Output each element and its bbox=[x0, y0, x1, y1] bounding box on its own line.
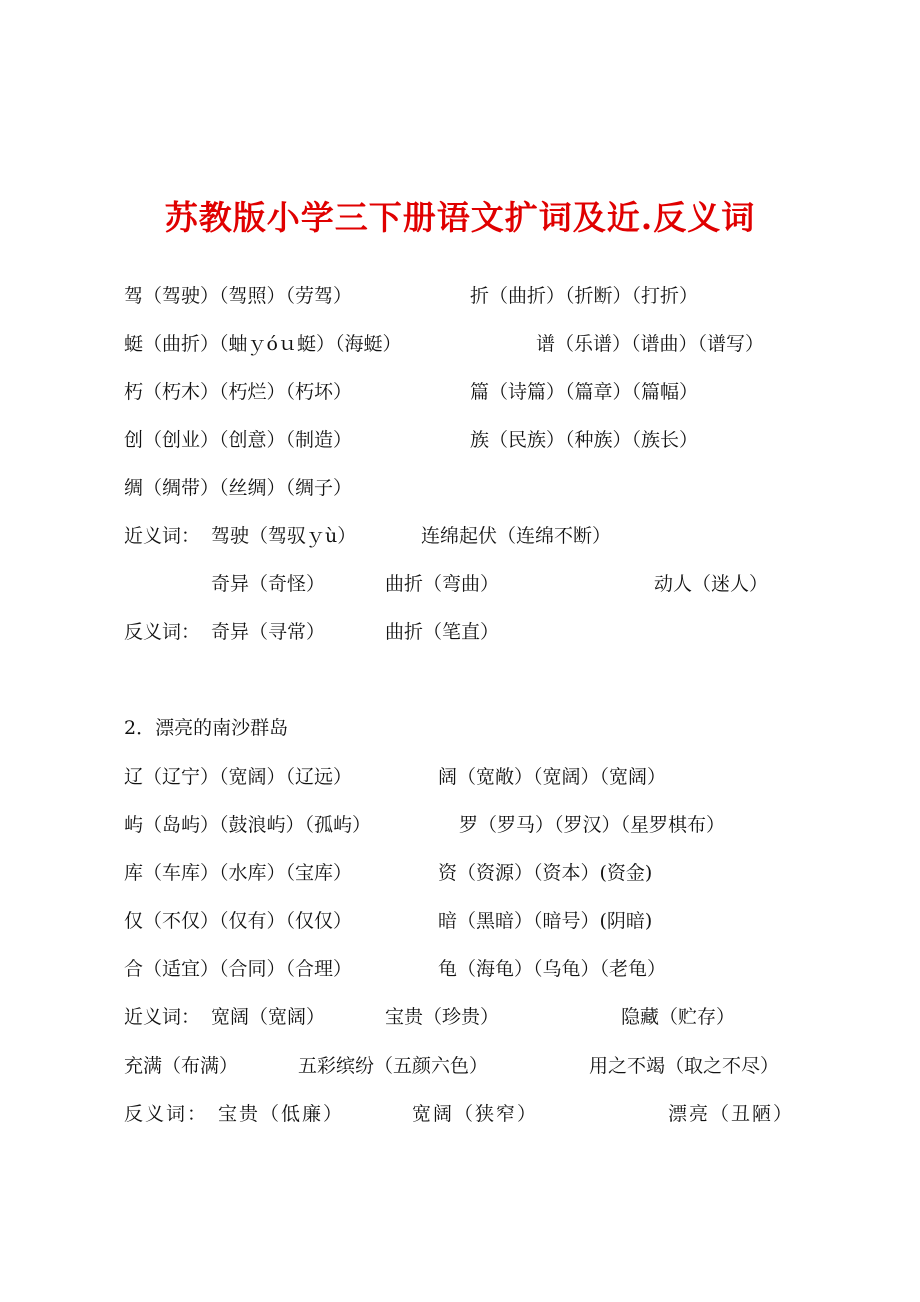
synonym-pair: 隐藏（贮存） bbox=[621, 1006, 736, 1028]
word-row bbox=[124, 377, 824, 407]
synonyms-row bbox=[124, 1051, 824, 1081]
word-row bbox=[124, 906, 824, 936]
synonym-pair: 连绵起伏（连绵不断） bbox=[421, 525, 612, 547]
document-title: 苏教版小学三下册语文扩词及近.反义词 bbox=[164, 198, 756, 237]
word-entry: 合（适宜）（合同）（合理） bbox=[124, 958, 353, 980]
word-entry: 龟（海龟）（乌龟）（老龟） bbox=[438, 958, 667, 980]
section-heading: 2．漂亮的南沙群岛 bbox=[124, 717, 289, 739]
section-heading-row bbox=[124, 713, 824, 743]
synonym-pair: 曲折（弯曲） bbox=[385, 573, 500, 595]
word-entry: 屿（岛屿）（鼓浪屿）（孤屿） bbox=[124, 814, 372, 836]
synonym-pair: 宝贵（珍贵） bbox=[385, 1006, 500, 1028]
word-entry: 绸（绸带）（丝绸）（绸子） bbox=[124, 477, 353, 499]
antonym-pair: 奇异（寻常） bbox=[211, 621, 326, 643]
synonyms-row bbox=[124, 1002, 824, 1032]
synonyms-row bbox=[124, 521, 824, 551]
word-row bbox=[124, 281, 824, 311]
synonym-pair: 用之不竭（取之不尽） bbox=[589, 1055, 780, 1077]
word-row bbox=[124, 473, 824, 503]
word-row bbox=[124, 425, 824, 455]
antonym-pair: 宽阔（狭窄） bbox=[412, 1103, 539, 1125]
word-entry: 创（创业）（创意）（制造） bbox=[124, 429, 353, 451]
synonym-pair: 驾驶（驾驭ｙù） bbox=[211, 525, 357, 547]
word-entry: 驾（驾驶）（驾照）（劳驾） bbox=[124, 285, 353, 307]
antonym-pair: 宝贵（低廉） bbox=[218, 1103, 345, 1125]
antonym-pair: 曲折（笔直） bbox=[385, 621, 500, 643]
synonyms-label: 近义词： bbox=[124, 525, 201, 547]
word-entry: 辽（辽宁）（宽阔）（辽远） bbox=[124, 766, 353, 788]
word-entry: 暗（黑暗）（暗号）(阴暗) bbox=[438, 910, 653, 932]
word-entry: 仅（不仅）（仅有）（仅仅） bbox=[124, 910, 353, 932]
word-entry: 罗（罗马）（罗汉）（星罗棋布） bbox=[459, 814, 726, 836]
synonyms-label: 近义词： bbox=[124, 1006, 201, 1028]
antonyms-row bbox=[124, 1099, 824, 1129]
word-row bbox=[124, 858, 824, 888]
word-entry: 库（车库）（水库）（宝库） bbox=[124, 862, 353, 884]
word-row bbox=[124, 810, 824, 840]
word-entry: 资（资源）（资本）(资金) bbox=[438, 862, 653, 884]
word-entry: 阔（宽敞）（宽阔）（宽阔） bbox=[438, 766, 667, 788]
synonym-pair: 奇异（奇怪） bbox=[211, 573, 326, 595]
antonyms-label: 反义词： bbox=[124, 1103, 209, 1125]
word-row bbox=[124, 329, 824, 359]
antonyms-label: 反义词： bbox=[124, 621, 201, 643]
synonym-pair: 宽阔（宽阔） bbox=[211, 1006, 326, 1028]
word-entry: 折（曲折）（折断）（打折） bbox=[470, 285, 699, 307]
word-row bbox=[124, 954, 824, 984]
synonym-pair: 动人（迷人） bbox=[654, 573, 769, 595]
synonym-pair: 充满（布满） bbox=[124, 1055, 239, 1077]
word-entry: 族（民族）（种族）（族长） bbox=[470, 429, 699, 451]
antonyms-row bbox=[124, 617, 824, 647]
antonym-pair: 漂亮（丑陋） bbox=[668, 1103, 795, 1125]
word-entry: 篇（诗篇）（篇章）（篇幅） bbox=[470, 381, 699, 403]
synonyms-row bbox=[124, 569, 824, 599]
word-entry: 谱（乐谱）（谱曲）（谱写） bbox=[536, 333, 765, 355]
word-entry: 蜓（曲折）（蚰ｙóｕ蜓）（海蜓） bbox=[124, 333, 402, 355]
word-row bbox=[124, 762, 824, 792]
word-entry: 朽（朽木）（朽烂）（朽坏） bbox=[124, 381, 353, 403]
synonym-pair: 五彩缤纷（五颜六色） bbox=[298, 1055, 489, 1077]
